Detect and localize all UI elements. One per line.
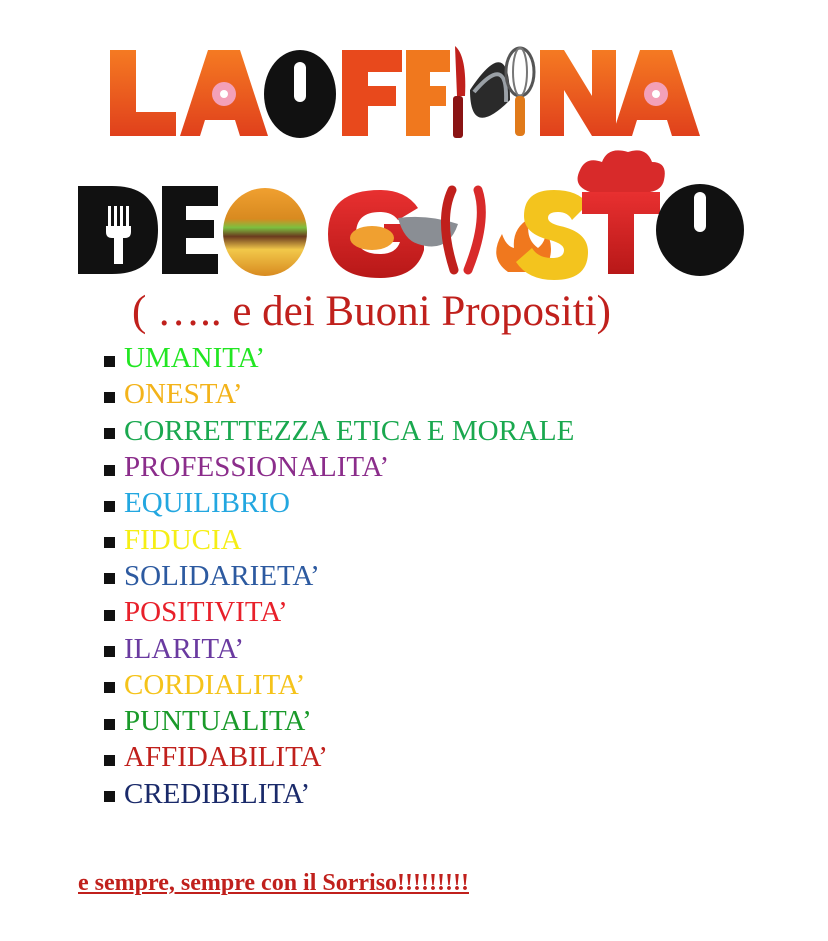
value-label: UMANITA’: [124, 342, 266, 375]
list-item: [104, 667, 574, 703]
value-label: EQUILIBRIO: [124, 487, 290, 520]
value-label: ONESTA’: [124, 378, 243, 411]
value-label: CORDIALITA’: [124, 668, 306, 701]
value-label: ILARITA’: [124, 632, 245, 665]
value-label: PROFESSIONALITA’: [124, 451, 390, 484]
square-bullet-icon: [104, 573, 115, 584]
value-label: PUNTUALITA’: [124, 705, 312, 738]
list-item: [104, 376, 574, 412]
square-bullet-icon: [104, 755, 115, 766]
square-bullet-icon: [104, 501, 115, 512]
list-item: [104, 703, 574, 739]
logo-line2: [78, 150, 744, 280]
list-item: [104, 449, 574, 485]
logo-artwork: [0, 0, 828, 285]
list-item: [104, 340, 574, 376]
value-label: AFFIDABILITA’: [124, 741, 328, 774]
square-bullet-icon: [104, 392, 115, 403]
list-item: [104, 739, 574, 775]
square-bullet-icon: [104, 610, 115, 621]
square-bullet-icon: [104, 537, 115, 548]
list-item: [104, 485, 574, 521]
value-label: SOLIDARIETA’: [124, 559, 320, 592]
square-bullet-icon: [104, 719, 115, 730]
square-bullet-icon: [104, 791, 115, 802]
subtitle: ( ….. e dei Buoni Propositi): [132, 288, 611, 335]
values-list: [104, 340, 574, 812]
logo: [0, 0, 828, 285]
list-item: [104, 558, 574, 594]
list-item: [104, 413, 574, 449]
list-item: [104, 521, 574, 557]
square-bullet-icon: [104, 428, 115, 439]
square-bullet-icon: [104, 646, 115, 657]
square-bullet-icon: [104, 465, 115, 476]
list-item: [104, 776, 574, 812]
list-item: [104, 630, 574, 666]
square-bullet-icon: [104, 356, 115, 367]
value-label: CORRETTEZZA ETICA E MORALE: [124, 414, 575, 447]
footer-tagline: e sempre, sempre con il Sorriso!!!!!!!!!: [78, 870, 469, 896]
square-bullet-icon: [104, 682, 115, 693]
value-label: CREDIBILITA’: [124, 777, 311, 810]
logo-line1: [110, 46, 700, 138]
value-label: FIDUCIA: [124, 523, 242, 556]
value-label: POSITIVITA’: [124, 596, 288, 629]
list-item: [104, 594, 574, 630]
